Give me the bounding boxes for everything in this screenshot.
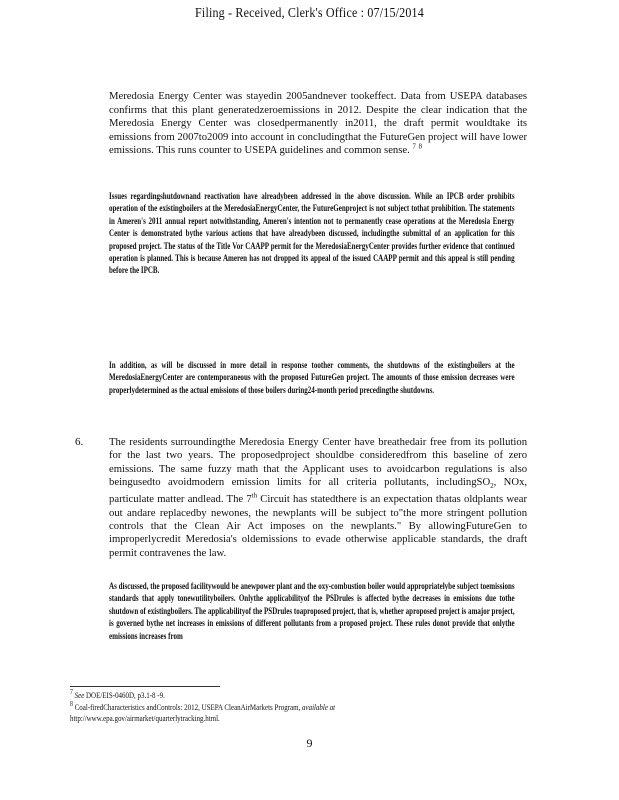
footnote-7-see: See: [74, 690, 85, 700]
comment-number: 6.: [75, 436, 84, 448]
footnote-7: [70, 690, 529, 701]
paragraph-text: Meredosia Energy Center was stayedin 2005andnever tookeffect. Data from USEPA databases confirms that this plant generatedzeroemissions in 2012. Despite the clear indication that the Meredosia Energy Center was closedpermanently in2011, the draft permit wouldtake its emissions from 2007to2009 into account in concludingthat the FutureGen project will have lower emissions. This runs counter to USEPA guidelines and common sense.: [109, 90, 528, 156]
response-paragraph-shutdown: Issues regardingshutdownand reactivation have alreadybeen addressed in the above discussion. While an IPCB order prohibits operation of the existingboilers at the MeredosiaEnergyCenter, the FutureGenproject is not subject tothat prohibition. The statements in Ameren's 2011 annual report notwithstanding, Ameren's intention not to permanently cease operations at the Meredosia Energy Center is demonstrated bythe various actions that have alreadybeen discussed, includingthe submittal of an application for this proposed project. The status of the Title Vor CAAPP permit for the MeredosiaEnergyCenter provides further evidence that continued operation is planned. This is because Ameren has not dropped its appeal of the issued CAAPP permit and this appeal is still pending before the IPCB.: [109, 191, 515, 276]
comment-paragraph-residents: [109, 436, 527, 560]
footnote-ref-7[interactable]: 7: [412, 142, 416, 151]
footnote-8-mark: 8: [70, 700, 73, 709]
footnote-ref-8[interactable]: 8: [418, 142, 422, 151]
response-paragraph-contemporaneous: In addition, as will be discussed in more detail in response toother comments, the shutdowns of the existingboilers at the MeredosiaEnergyCenter are contemporaneous with the proposed FutureGen project. The amounts of those emission decreases were properlydetermined as the actual emissions of those boilers during24-month period precedingthe shutdowns.: [109, 360, 515, 395]
comment-text-part3: Circuit has statedthere is an expectation thatas oldplants wear out andare replacedby newones, the newplants will be subject to"the more stringent pollution controls that the Clean Air Act imposes on the newplants." By allowingFutureGen to improperlycredit Meredosia's oldemissions to evade otherwise applicable standards, the draft permit contravenes the law.: [109, 493, 528, 559]
footnote-divider: [70, 686, 220, 687]
paragraph-meredosia-stayed: [109, 90, 527, 158]
superscript-th: th: [251, 491, 258, 500]
filing-header: Filing - Received, Clerk's Office : 07/15/2014: [195, 6, 424, 21]
response-paragraph-psd: As discussed, the proposed facilitywould be anewpower plant and the oxy-combustion boiler would appropriatelybe subject toemissions standards that apply tonewutilityboilers. Onlythe applicabilityof the PSDrules is affected bythe decreases in emissions due tothe shutdown of existingboilers. The applicabilityof the PSDrules toaproposed project, that is, whether aproposed project is amajor project, is governed bythe net increases in emissions of different pollutants from a proposed project. These rules donot provide that onlythe emissions increases from: [109, 581, 515, 641]
footnote-8-url[interactable]: http://www.epa.gov/airmarket/quarterlytracking.html.: [70, 713, 220, 723]
footnote-8-available: available at: [302, 702, 336, 712]
footnote-8-text: Coal-firedCharacteristics andControls: 2012, USEPA CleanAirMarkets Program,: [74, 702, 301, 712]
subscript-2: 2: [490, 482, 494, 491]
page-number: 9: [306, 736, 313, 750]
footnote-7-text: DOE/EIS-0460D, p3.1-8 -9.: [84, 690, 165, 700]
comment-text-part1: The residents surroundingthe Meredosia Energy Center have breathedair free from its pollution for the last two years. The proposedproject shouldbe consideredfrom this baseline of zero emissions. The same fuzzy math that the Applicant uses to avoidcarbon regulations is also beingusedto avoidmodern emission limits for all criteria pollutants, includingSO: [109, 436, 528, 488]
comment-text-part2: , NOx, particulate matter andlead. The 7: [109, 475, 528, 506]
footnote-8: [70, 702, 529, 724]
footnote-7-mark: 7: [70, 688, 73, 697]
